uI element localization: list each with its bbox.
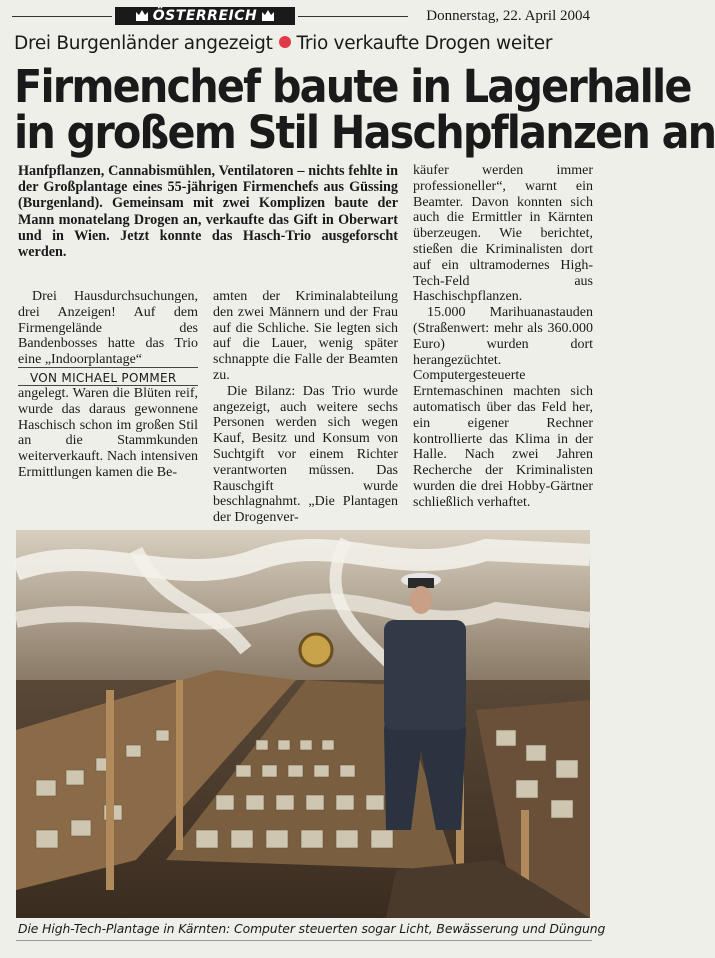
header-rule-left <box>12 16 112 17</box>
lead-paragraph: Hanfpflanzen, Cannabismühlen, Ventilatoren – nichts fehlte in der Großplantage eines 55-jährigen Firmenchefs aus Güssing (Burgenland). Gemeinsam mit zwei Komplizen baute der Mann monatelang Drogen an, verkaufte das Gift in Oberwart und in Wien. Jetzt konnte das Hasch-Trio ausgeforscht werden. <box>18 163 398 261</box>
crown-icon <box>135 9 149 21</box>
header-bar <box>12 6 590 28</box>
article-photo <box>16 530 590 918</box>
body-paragraph: Drei Hausdurchsuchungen, drei Anzeigen! Auf dem Firmengelände des Bandenbosses hatte das Trio eine „Indoorplantage“ <box>18 289 198 368</box>
column-2 <box>213 289 398 526</box>
plantation-photo <box>16 530 590 918</box>
column-3 <box>413 163 593 511</box>
kicker-left: Drei Burgenländer angezeigt <box>14 33 273 54</box>
column-1-top <box>18 289 198 368</box>
header-rule-right <box>298 16 408 17</box>
kicker <box>14 33 594 55</box>
body-paragraph: angelegt. Waren die Blüten reif, wurde das daraus gewonnene Haschisch schon im großen Stil an die Stammkunden weiterverkauft. Nach intensiven Ermittlungen kamen die Be- <box>18 386 198 480</box>
column-1-bottom <box>18 386 198 481</box>
section-label: ÖSTERREICH <box>152 8 258 24</box>
dateline: Donnerstag, 22. April 2004 <box>426 8 590 24</box>
byline-rule-top <box>18 367 198 368</box>
byline: VON MICHAEL POMMER <box>30 371 177 385</box>
bullet-dot-icon <box>279 36 291 48</box>
body-paragraph: 15.000 Marihuanastauden (Straßenwert: mehr als 360.000 Euro) wurden dort herangezüchtet. Computergesteuerte Erntemaschinen machten sich automatisch über das Feld her, ein eigener Rechner kontrollierte das Klima in der Halle. Nach zwei Jahren Recherche der Kriminalisten wurden die drei Hobby-Gärtner schließlich verhaftet. <box>413 305 593 510</box>
bottom-rule <box>16 940 592 941</box>
kicker-right: Trio verkaufte Drogen weiter <box>296 33 553 54</box>
headline-line-1: Firmenchef baute in Lagerhalle <box>14 60 691 113</box>
body-paragraph: käufer werden immer professioneller“, warnt ein Beamter. Davon konnten sich auch die Ermittler in Kärnten überzeugen. Wie berichtet, stießen die Kriminalisten dort auf ein ultramodernes High-Tech-Feld aus Haschischpflanzen. <box>413 163 593 305</box>
crown-icon <box>261 9 275 21</box>
body-paragraph: Die Bilanz: Das Trio wurde angezeigt, auch weitere sechs Personen werden sich wegen Kauf, Besitz und Konsum von Suchtgift vor einem Richter verantworten müssen. Das Rauschgift wurde beschlagnahmt. „Die Plantagen der Drogenver- <box>213 383 398 526</box>
headline-line-2: in großem Stil Haschpflanzen an <box>14 106 715 159</box>
section-tag <box>115 7 295 25</box>
photo-caption: Die High-Tech-Plantage in Kärnten: Computer steuerten sogar Licht, Bewässerung und Düngung <box>18 921 606 936</box>
headline <box>14 60 715 159</box>
body-paragraph: amten der Kriminalabteilung den zwei Männern und der Frau auf die Schliche. Sie legten sich auf die Lauer, wenig später schnappte die Falle der Beamten zu. <box>213 289 398 383</box>
photo-credit <box>591 850 599 920</box>
